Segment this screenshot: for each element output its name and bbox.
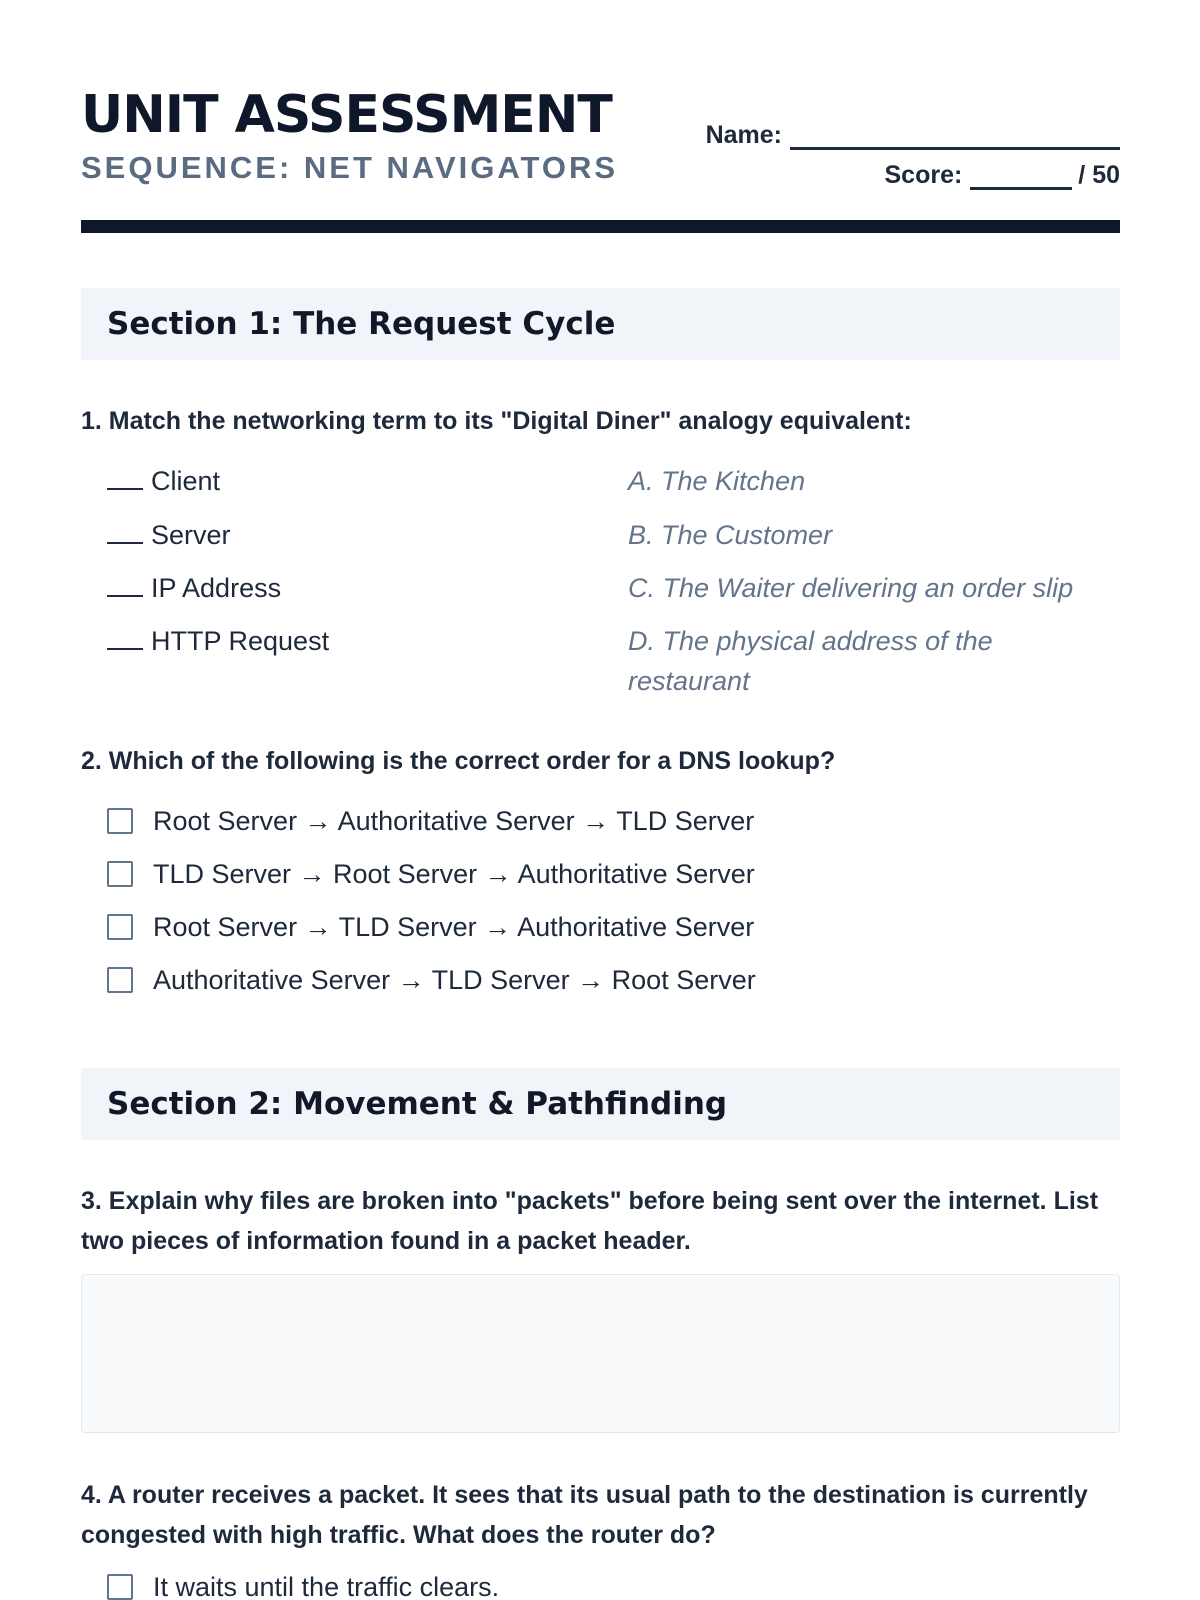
q2-option-4[interactable]: [107, 960, 756, 1000]
match-answer-c: C. The Waiter delivering an order slip: [628, 573, 1074, 603]
match-term-row: [107, 568, 281, 608]
match-answer-d: D. The physical address of the restaurant: [628, 626, 993, 696]
q3-answer-box[interactable]: [81, 1274, 1120, 1433]
question-2-text: 2. Which of the following is the correct order for a DNS lookup?: [81, 747, 836, 775]
section-2-title: Section 2: Movement & Pathfinding: [107, 1086, 728, 1122]
match-blank-http-request[interactable]: [107, 626, 143, 650]
q2-option-2-label: TLD Server → Root Server → Authoritative Server: [153, 859, 755, 889]
match-term-server: Server: [151, 520, 231, 550]
q4-option-1[interactable]: [107, 1567, 499, 1600]
q2-option-4-checkbox[interactable]: [107, 967, 133, 993]
match-term-row: [107, 621, 329, 661]
assessment-header: [81, 80, 1120, 200]
q2-option-3[interactable]: [107, 907, 754, 947]
question-3-text: 3. Explain why files are broken into "packets" before being sent over the internet. List two pieces of information found in a packet header.: [81, 1187, 1099, 1255]
section-1-header: [81, 288, 1120, 360]
score-blank-line[interactable]: [970, 166, 1072, 190]
q2-option-2-checkbox[interactable]: [107, 861, 133, 887]
q2-option-4-label: Authoritative Server → TLD Server → Root Server: [153, 965, 756, 995]
match-term-row: [107, 515, 231, 555]
match-term-http-request: HTTP Request: [151, 626, 330, 656]
match-blank-server[interactable]: [107, 520, 143, 544]
match-term-ip-address: IP Address: [151, 573, 282, 603]
name-field-row: [706, 120, 1120, 150]
name-label: Name:: [705, 121, 782, 149]
match-answer-b: B. The Customer: [628, 520, 833, 550]
q4-option-1-checkbox[interactable]: [107, 1574, 133, 1600]
sequence-subtitle: SEQUENCE: NET NAVIGATORS: [81, 150, 619, 185]
section-1-title: Section 1: The Request Cycle: [107, 306, 616, 342]
q2-option-3-label: Root Server → TLD Server → Authoritative Server: [153, 912, 755, 942]
match-blank-ip-address[interactable]: [107, 573, 143, 597]
match-answer-a: A. The Kitchen: [628, 466, 806, 496]
q4-option-1-label: It waits until the traffic clears.: [153, 1572, 500, 1600]
q2-option-1-label: Root Server → Authoritative Server → TLD Server: [153, 806, 755, 836]
question-4-text: 4. A router receives a packet. It sees that its usual path to the destination is currently congested with high traffic. What does the router do?: [81, 1481, 1088, 1549]
q2-option-3-checkbox[interactable]: [107, 914, 133, 940]
match-term-client: Client: [151, 466, 221, 496]
q2-option-1[interactable]: [107, 801, 754, 841]
score-label: Score:: [884, 161, 963, 189]
question-1-text: 1. Match the networking term to its "Digital Diner" analogy equivalent:: [81, 407, 912, 435]
header-divider: [81, 220, 1120, 233]
score-total: / 50: [1078, 161, 1120, 189]
score-field-row: [884, 160, 1120, 190]
name-blank-line[interactable]: [790, 126, 1120, 150]
q2-option-1-checkbox[interactable]: [107, 808, 133, 834]
match-term-row: [107, 461, 220, 501]
q2-option-2[interactable]: [107, 854, 755, 894]
page-title: UNIT ASSESSMENT: [81, 85, 612, 145]
assessment-page: [81, 0, 1120, 1600]
section-2-header: [81, 1068, 1120, 1140]
match-blank-client[interactable]: [107, 466, 143, 490]
